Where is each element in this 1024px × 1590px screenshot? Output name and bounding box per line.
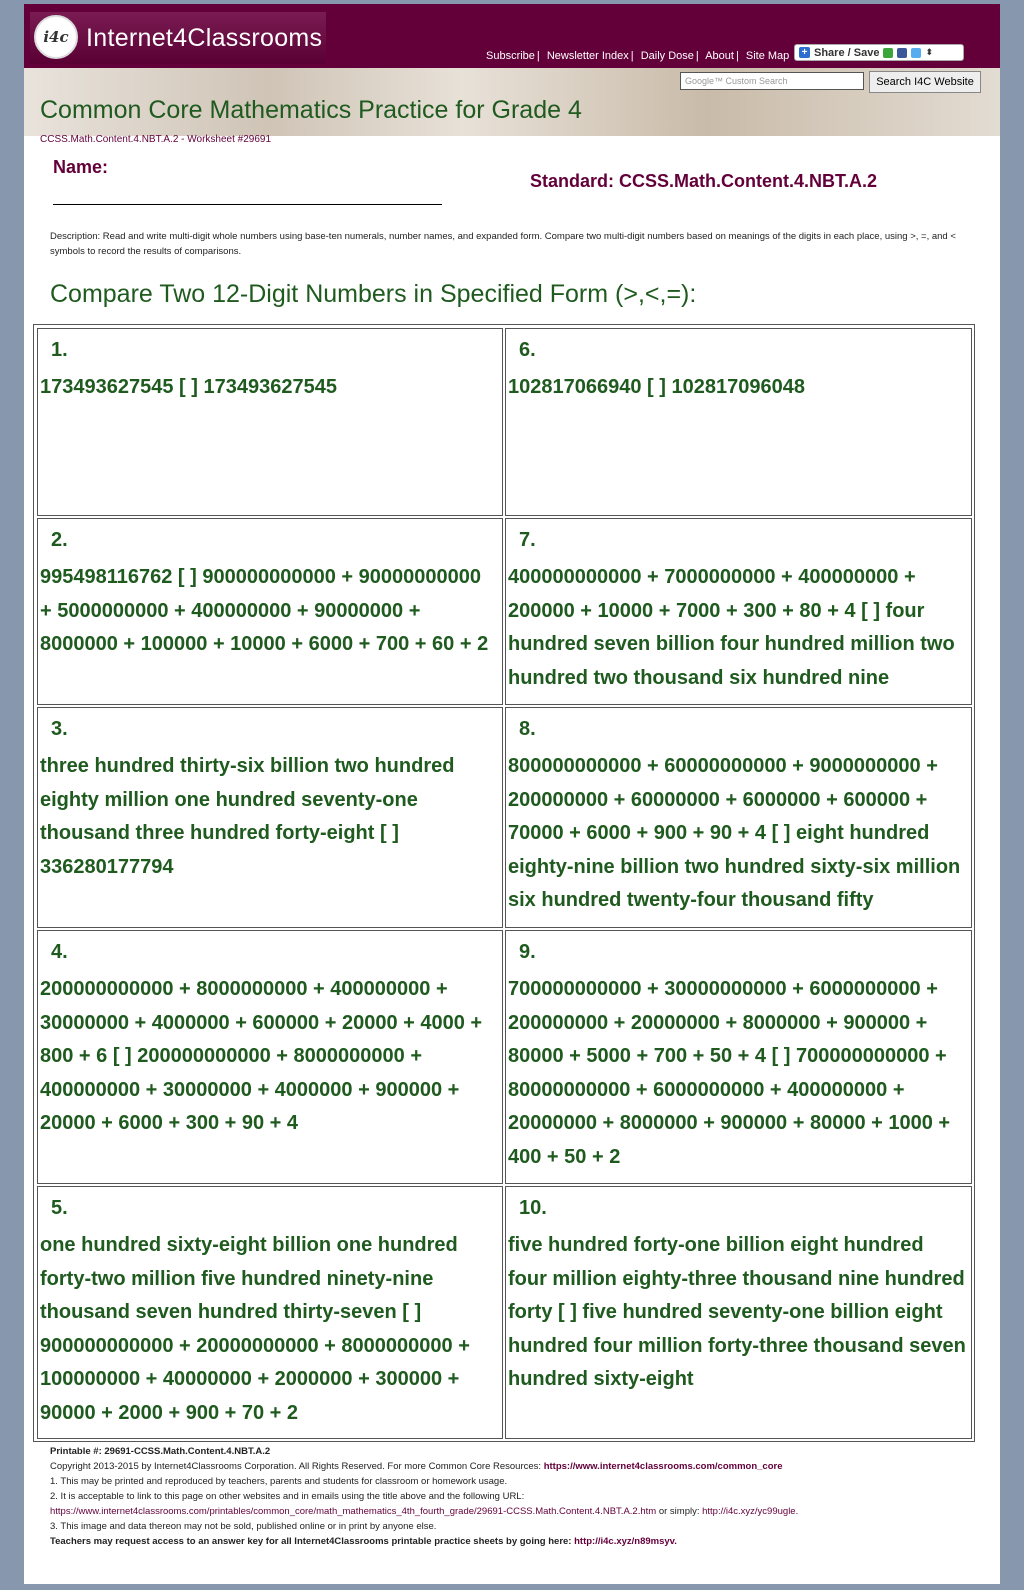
top-nav: Subscribe | Newsletter Index | Daily Dose | About | Site Map: [486, 50, 790, 62]
problem-cell-6: [505, 328, 972, 516]
site-header: [24, 4, 1000, 68]
problem-text: one hundred sixty-eight billion one hundred forty-two million five hundred ninety-nine thousand seven hundred thirty-seven [ ] 900000000000 + 20000000000 + 8000000000 + 100000000 + 40000000 + 2000000 + 300000 + 90000 + 2000 + 900 + 70 + 2: [40, 1234, 470, 1424]
problem-cell-5: [37, 1186, 503, 1439]
nav-newsletter-index[interactable]: Newsletter Index: [546, 50, 629, 62]
twitter-icon[interactable]: [911, 48, 921, 58]
page-title: Common Core Mathematics Practice for Grade 4: [40, 96, 582, 124]
problem-number: 3.: [51, 718, 68, 740]
problem-text: 700000000000 + 30000000000 + 6000000000 + 200000000 + 20000000 + 8000000 + 900000 + 80000 + 5000 + 700 + 50 + 4 [ ] 700000000000 + 80000000000 + 6000000000 + 400000000 + 20000000 + 8000000 + 900000 + 80000 + 1000 + 400 + 50 + 2: [508, 978, 951, 1168]
share-label: Share / Save: [814, 46, 880, 59]
problem-cell-10: [505, 1186, 972, 1439]
answer-key-link[interactable]: http://i4c.xyz/n89msyv.: [574, 1536, 677, 1547]
problem-cell-4: [37, 930, 503, 1184]
printable-number: Printable #: 29691-CCSS.Math.Content.4.NBT.A.2: [50, 1446, 271, 1457]
problem-text: 995498116762 [ ] 900000000000 + 90000000000 + 5000000000 + 400000000 + 90000000 + 8000000 + 100000 + 10000 + 6000 + 700 + 60 + 2: [40, 566, 489, 655]
standard-label: Standard: CCSS.Math.Content.4.NBT.A.2: [530, 171, 878, 191]
email-share-icon[interactable]: [883, 48, 893, 58]
search-input[interactable]: Google™ Custom Search: [680, 72, 864, 90]
problem-number: 7.: [519, 529, 536, 551]
share-dropdown-icon[interactable]: ⬍: [925, 47, 933, 57]
section-title: Compare Two 12-Digit Numbers in Specified Form (>,<,=):: [50, 280, 697, 308]
problem-number: 6.: [519, 339, 536, 361]
common-core-link[interactable]: https://www.internet4classrooms.com/common_core: [543, 1461, 783, 1472]
problem-text: 200000000000 + 8000000000 + 400000000 + 30000000 + 4000000 + 600000 + 20000 + 4000 + 800 + 6 [ ] 200000000000 + 8000000000 + 400000000 + 30000000 + 4000000 + 900000 + 20000 + 6000 + 300 + 90 + 4: [40, 978, 483, 1134]
problem-number: 1.: [51, 339, 68, 361]
problem-cell-2: [37, 518, 503, 705]
worksheet-page: [24, 4, 1000, 1584]
problem-text: 102817066940 [ ] 102817096048: [508, 376, 805, 398]
i4c-logo-icon: i4c: [34, 15, 78, 59]
nav-subscribe[interactable]: Subscribe: [486, 50, 535, 62]
problem-number: 8.: [519, 718, 536, 740]
problem-number: 4.: [51, 941, 68, 963]
copyright-text: Copyright 2013-2015 by Internet4Classrooms Corporation. All Rights Reserved. For more Common Core Resources:: [50, 1461, 542, 1472]
problem-cell-7: [505, 518, 972, 705]
problem-text: five hundred forty-one billion eight hundred four million eighty-three thousand nine hundred forty [ ] five hundred seventy-one billion eight hundred four million forty-three thousand seven hundred sixty-eight: [508, 1234, 966, 1390]
problem-cell-8: [505, 707, 972, 928]
answer-key-text: Teachers may request access to an answer key for all Internet4Classrooms printable practice sheets by going here:: [50, 1536, 572, 1547]
nav-site-map[interactable]: Site Map: [745, 50, 790, 62]
search-button[interactable]: Search I4C Website: [869, 71, 981, 93]
problem-number: 2.: [51, 529, 68, 551]
usage-note-3: 3. This image and data thereon may not be sold, published online or in print by anyone else.: [50, 1521, 437, 1532]
nav-about[interactable]: About: [705, 50, 734, 62]
problem-cell-3: [37, 707, 503, 928]
share-save-button[interactable]: [794, 44, 964, 61]
problem-cell-1: [37, 328, 503, 516]
nav-daily-dose[interactable]: Daily Dose: [640, 50, 694, 62]
usage-note-2: 2. It is acceptable to link to this page on other websites and in emails using the title above and the following URL:: [50, 1491, 525, 1502]
problem-cell-9: [505, 930, 972, 1184]
problem-text: three hundred thirty-six billion two hundred eighty million one hundred seventy-one thousand three hundred forty-eight [ ] 336280177794: [40, 755, 455, 878]
problem-grid: [33, 324, 975, 1442]
logo-text: Internet4Classrooms: [86, 24, 323, 52]
facebook-icon[interactable]: [897, 48, 907, 58]
problem-text: 800000000000 + 60000000000 + 9000000000 + 200000000 + 60000000 + 6000000 + 600000 + 70000 + 6000 + 900 + 90 + 4 [ ] eight hundred eighty-nine billion two hundred sixty-six million six hundred twenty-four thousand fifty: [508, 755, 961, 911]
site-logo[interactable]: [30, 12, 326, 64]
usage-note-2-urls: [50, 1504, 980, 1519]
name-label: Name:: [53, 157, 109, 177]
problem-number: 10.: [519, 1197, 547, 1219]
problem-text: 400000000000 + 7000000000 + 400000000 + 200000 + 10000 + 7000 + 300 + 80 + 4 [ ] four hundred seven billion four hundred million two hundred two thousand six hundred nine: [508, 566, 955, 689]
usage-note-1: 1. This may be printed and reproduced by teachers, parents and students for classroom or homework usage.: [50, 1476, 508, 1487]
or-simply-text: or simply:: [658, 1506, 700, 1517]
copyright: [50, 1459, 980, 1474]
problem-text: 173493627545 [ ] 173493627545: [40, 376, 337, 398]
worksheet-id: CCSS.Math.Content.4.NBT.A.2 - Worksheet #29691: [40, 134, 272, 145]
worksheet-url-link[interactable]: https://www.internet4classrooms.com/printables/common_core/math_mathematics_4th_fourth_grade/29691-CCSS.Math.Content.4.NBT.A.2.htm: [50, 1506, 657, 1517]
description: Description: Read and write multi-digit whole numbers using base-ten numerals, number names, and expanded form. Compare two multi-digit numbers based on meanings of the digits in each place, using >, =, and < symbols to record the results of comparisons.: [50, 231, 956, 257]
problem-number: 5.: [51, 1197, 68, 1219]
share-plus-icon: +: [799, 47, 810, 58]
footer: [50, 1444, 980, 1549]
problem-number: 9.: [519, 941, 536, 963]
answer-key-note: [50, 1534, 980, 1549]
short-url-link[interactable]: http://i4c.xyz/yc99ugle.: [702, 1506, 799, 1517]
name-line: [53, 204, 442, 205]
